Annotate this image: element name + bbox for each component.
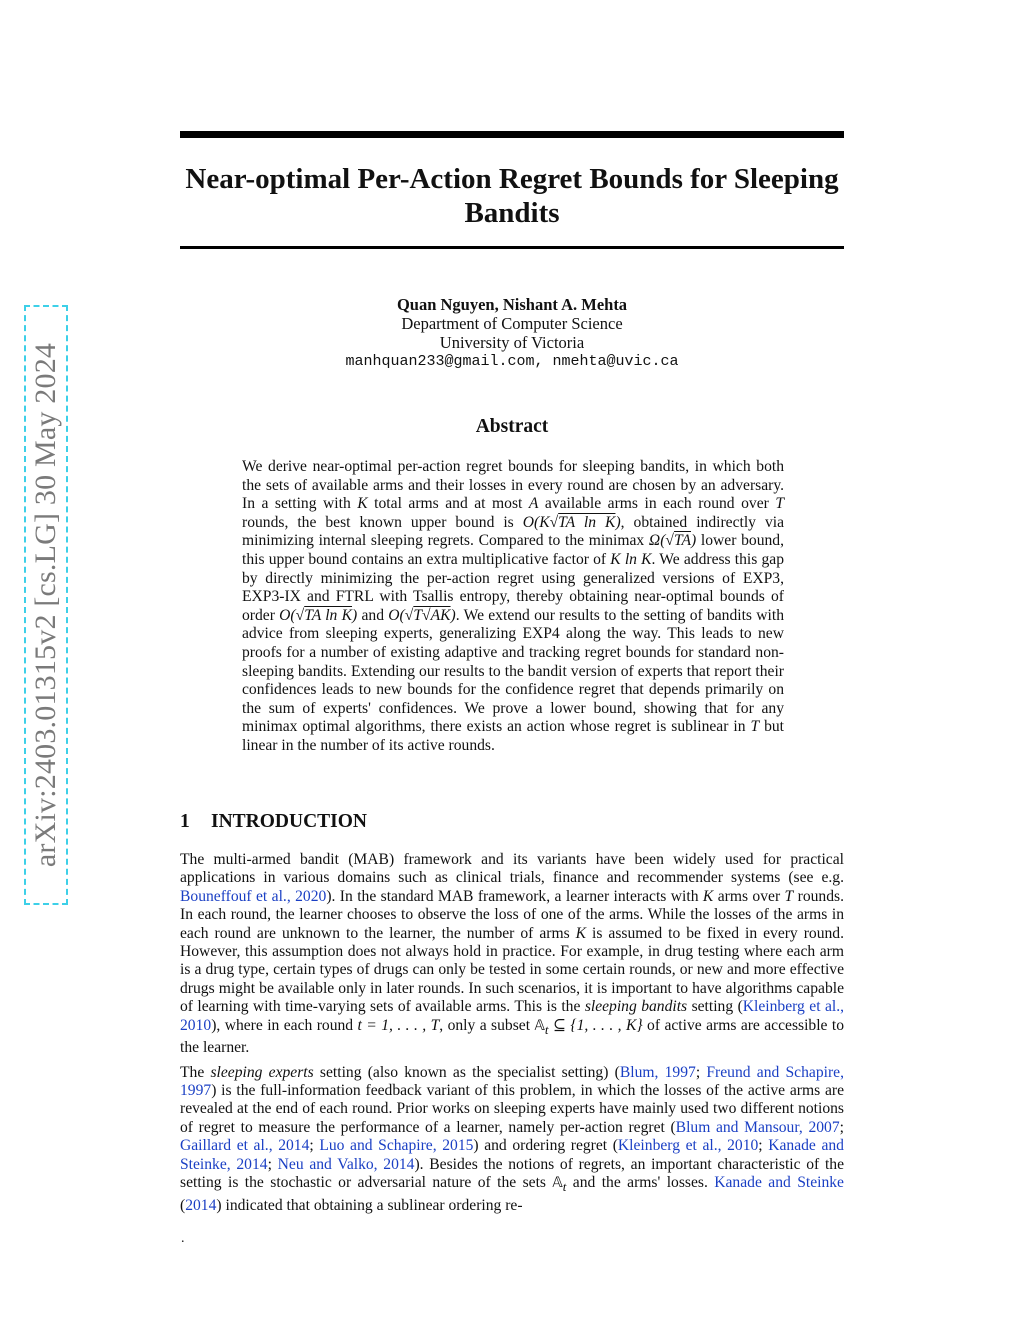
introduction-body [180, 851, 844, 1221]
math-omega-bound: Ω(√TA) [648, 532, 697, 550]
title-bottom-rule [180, 246, 844, 249]
abstract-heading: Abstract [475, 416, 549, 437]
abstract-paragraph: We derive near-optimal per-action regret bounds for sleeping bandits, in which both the sets of available arms and their losses in every round are chosen by an adversary. In a setting with K total arms and at most A available arms in each round over T rounds, the best known upper bound is O(K√TA ln K), obtained indirectly via minimizing internal sleeping regrets. Compared to the minimax Ω(√TA) lower bound, this upper bound contains an extra multiplicative factor of K ln K. We address this gap by directly minimizing the per-action regret using generalized versions of EXP3, EXP3-IX and FTRL with Tsallis entropy, thereby obtaining near-optimal bounds of order O(√TA ln K) and O(√T√AK). We extend our results to the setting of bandits with advice from sleeping experts, generalizing EXP4 along the way. This leads to new proofs for a number of existing adaptive and tracking regret bounds for standard non-sleeping bandits. Extending our results to the bandit version of experts that report their confidences leads to new bounds for the confidence regret that depends primarily on the sum of experts' confidences. We prove a lower bound, showing that for any minimax optimal algorithms, there exists an action whose regret is sublinear in T but linear in the number of its active rounds. [242, 458, 785, 754]
author-emails: manhquan233@gmail.com, nmehta@uvic.ca [345, 353, 679, 370]
citation-link[interactable]: Gaillard et al., 2014 [180, 1137, 310, 1155]
arxiv-id-text: arXiv:2403.01315v2 [cs.LG] 30 May 2024 [29, 342, 62, 868]
author-block [180, 295, 844, 371]
citation-link[interactable]: Freund and Schapire, 1997 [180, 1063, 844, 1099]
citation-link[interactable]: Bouneffouf et al., 2020 [180, 887, 327, 905]
citation-link[interactable]: Luo and Schapire, 2015 [319, 1137, 474, 1155]
author-university: University of Victoria [439, 333, 585, 352]
math-order2: O(√T√AK) [388, 606, 456, 624]
math-known-bound: O(K√TA ln K) [522, 513, 621, 531]
citation-link[interactable]: Neu and Valko, 2014 [277, 1155, 415, 1173]
abstract-body [242, 458, 784, 756]
citation-link[interactable]: Blum, 1997 [619, 1063, 696, 1081]
math-order1: O(√TA ln K) [279, 606, 358, 624]
citation-link[interactable]: Kleinberg et al., 2010 [180, 998, 845, 1034]
footer-mark: . [181, 1231, 185, 1246]
citation-link[interactable]: Blum and Mansour, 2007 [675, 1118, 840, 1136]
author-names: Quan Nguyen, Nishant A. Mehta [396, 295, 628, 314]
intro-paragraph-2: The sleeping experts setting (also known as the specialist setting) (Blum, 1997; Freund and Schapire, 1997) is the full-information feedback variant of this problem, in which the losses of the active arms are revealed at the end of each round. Prior works on sleeping experts have mainly used two different notions of regret to measure the performance of a learner, namely per-action regret (Blum and Mansour, 2007; Gaillard et al., 2014; Luo and Schapire, 2015) and ordering regret (Kleinberg et al., 2010; Kanade and Steinke, 2014; Neu and Valko, 2014). Besides the notions of regrets, an important characteristic of the setting is the stochastic or adversarial nature of the sets 𝔸$_t$ and the arms' losses. Kanade and Steinke (2014) indicated that obtaining a sublinear ordering re- [180, 1063, 845, 1214]
paper-title: Near-optimal Per-Action Regret Bounds for Sleeping Bandits [185, 163, 839, 229]
citation-link[interactable]: Kanade and Steinke, 2014 [180, 1137, 844, 1173]
title-top-rule [180, 131, 844, 138]
author-department: Department of Computer Science [401, 314, 623, 333]
citation-link[interactable]: Kleinberg et al., 2010 [617, 1137, 759, 1155]
arxiv-sidebar-identifier [24, 305, 68, 905]
section-heading-introduction: 1 INTRODUCTION [180, 811, 368, 832]
intro-paragraph-1: The multi-armed bandit (MAB) framework and its variants have been widely used for practical applications in various domains such as clinical trials, finance and recommender systems (see e.g. Bouneffouf et al., 2020). In the standard MAB framework, a learner interacts with K arms over T rounds. In each round, the learner chooses to observe the loss of one of the arms. While the losses of the arms in each round are unknown to the learner, the number of arms K is assumed to be fixed in every round. However, this assumption does not always hold in practice. For example, in drug testing where each arm is a drug type, certain types of drugs can only be tested in some certain rounds, or new and more effective drugs might be available only in later rounds. In such scenarios, it is important to have algorithms capable of learning with time-varying sets of available arms. This is the sleeping bandits setting (Kleinberg et al., 2010), where in each round t = 1, . . . , T, only a subset 𝔸$_t$ ⊆ {1, . . . , K} of active arms are accessible to the learner. [180, 851, 845, 1057]
citation-link[interactable]: Kanade and Steinke [714, 1174, 844, 1192]
citation-year-link[interactable]: 2014 [185, 1196, 217, 1214]
